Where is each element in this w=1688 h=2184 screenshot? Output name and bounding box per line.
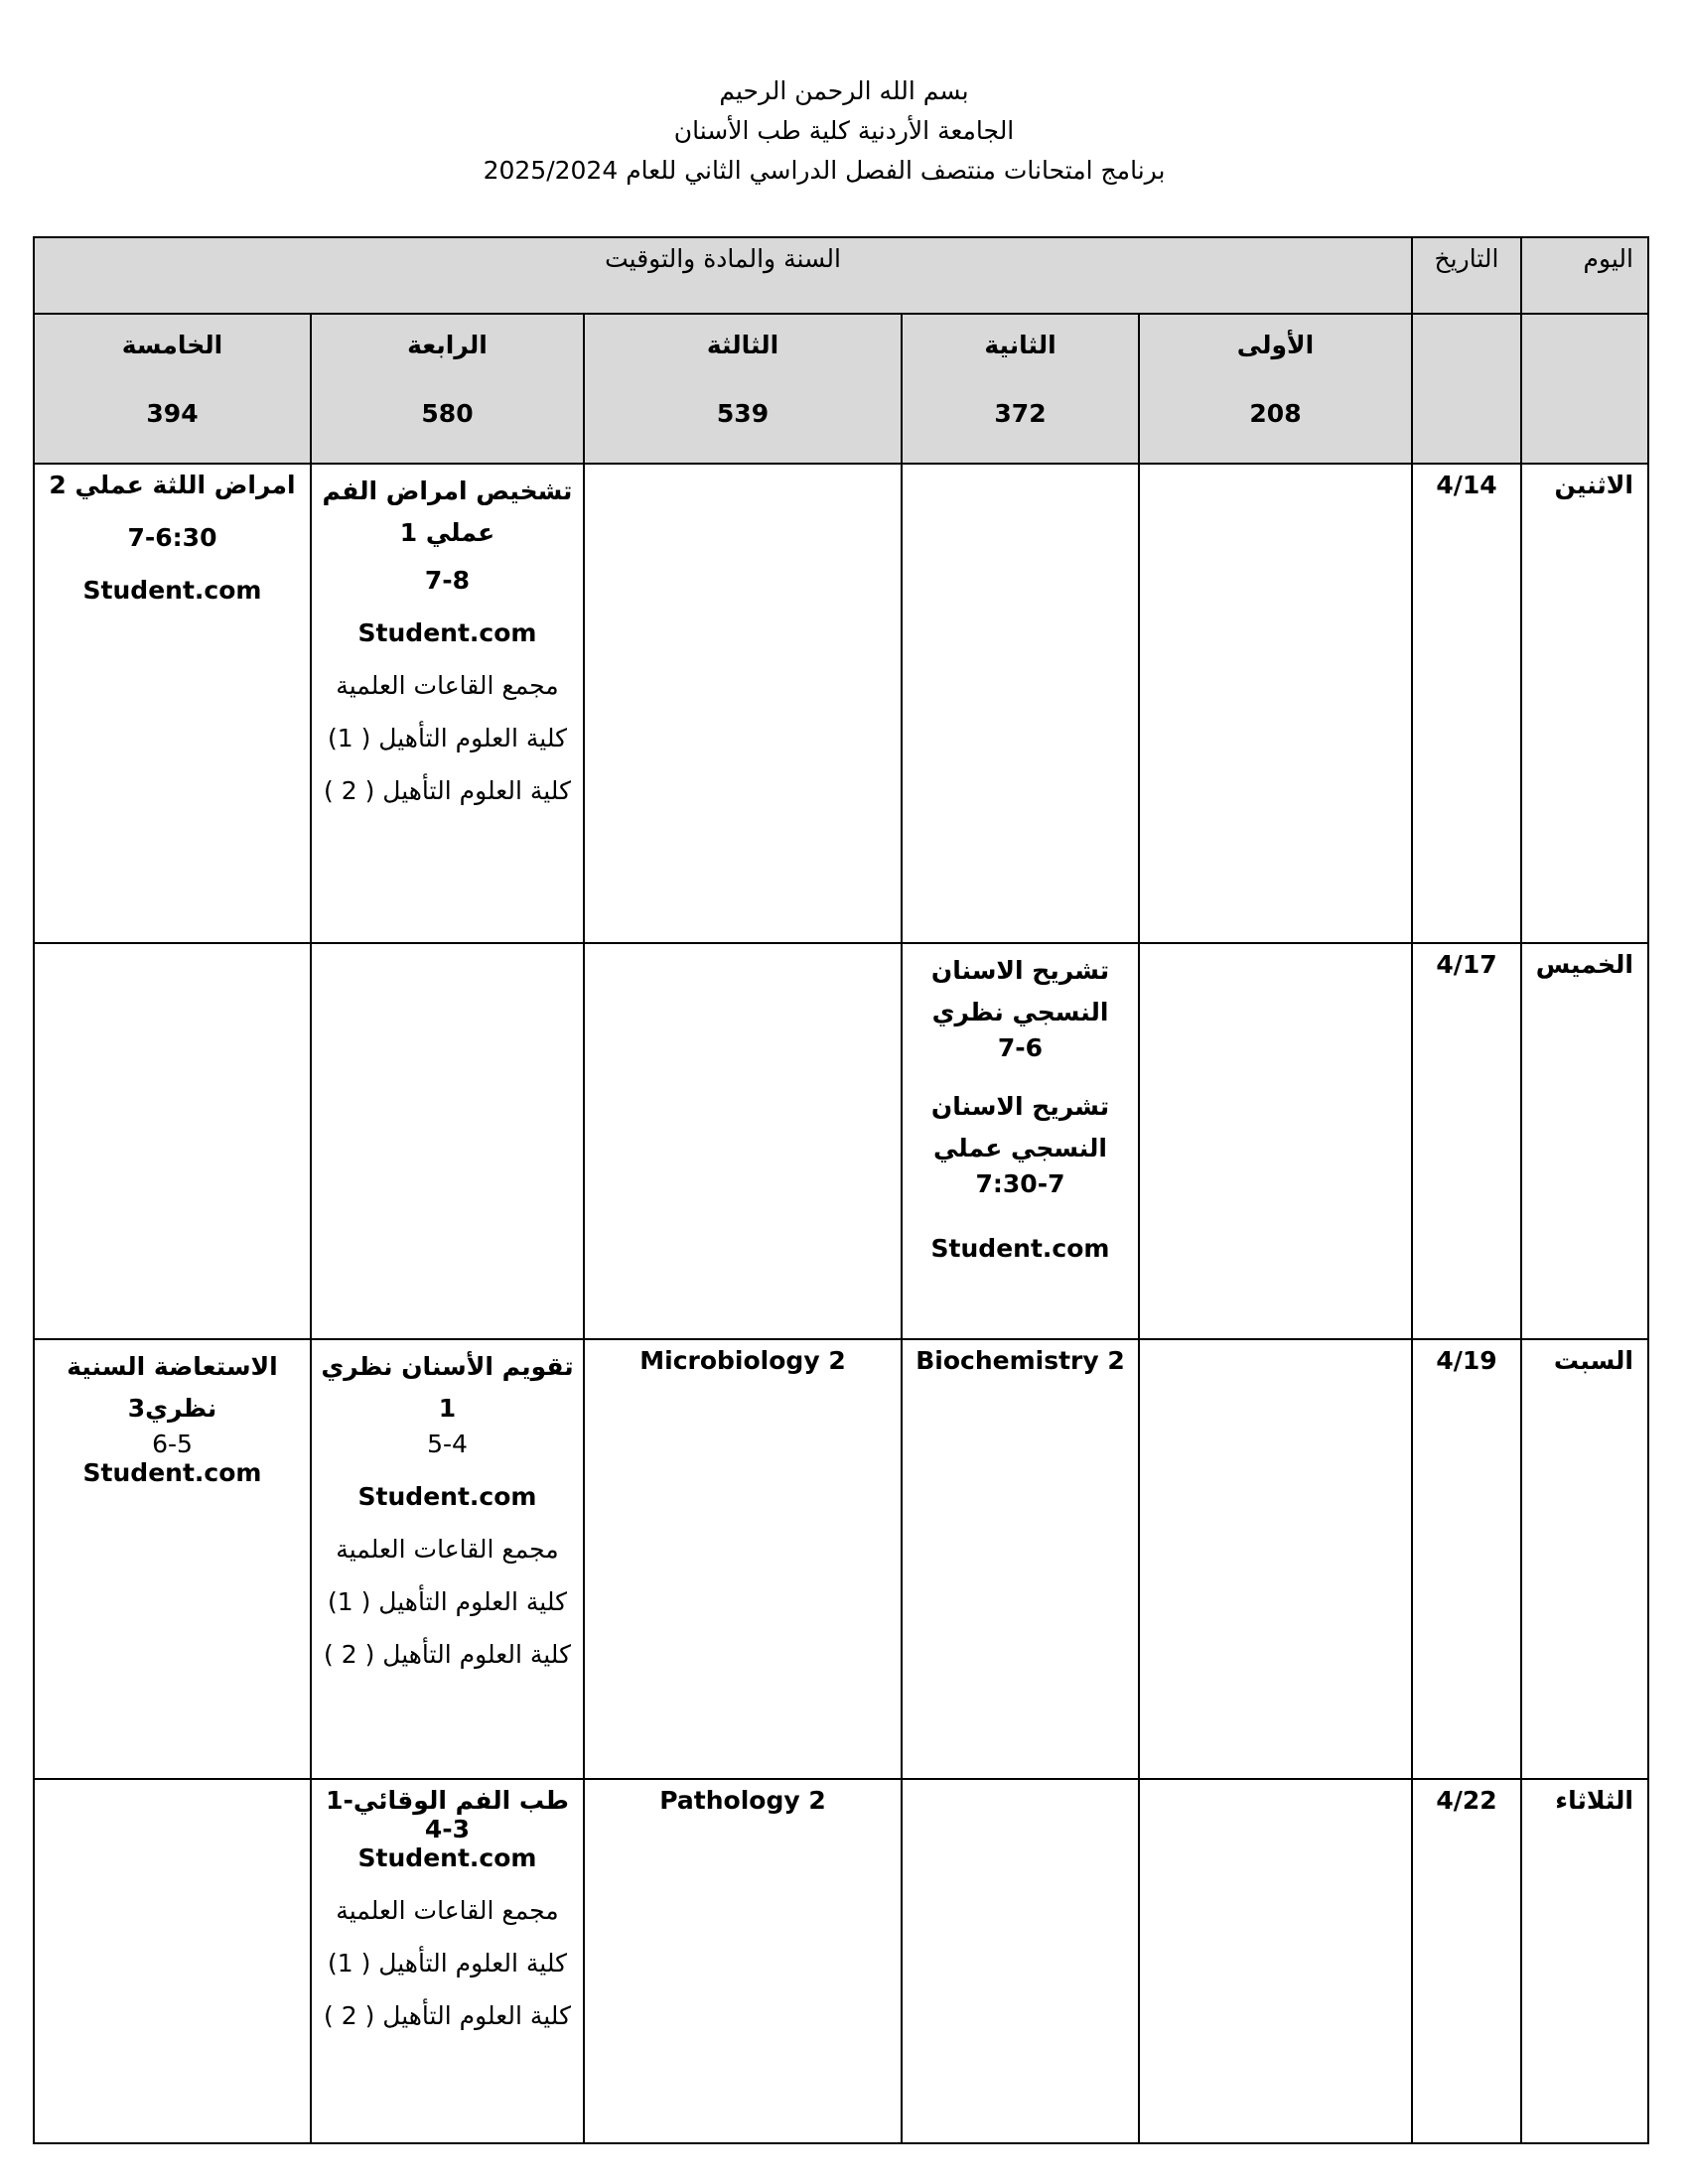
year-2-header: [902, 314, 1139, 464]
exam-location: مجمع القاعات العلمية: [336, 1534, 559, 1564]
exam-title: Biochemistry 2: [915, 1345, 1125, 1375]
col-date-header: التاريخ: [1412, 237, 1521, 314]
exam-platform: Student.com: [357, 1843, 537, 1873]
date-cell: 4/22: [1412, 1779, 1521, 2143]
exam-location: كلية العلوم التأهيل ( 1): [327, 1949, 568, 1979]
exam-time: 7-8: [424, 566, 471, 596]
exam-location: كلية العلوم التأهيل ( 1): [327, 1586, 568, 1616]
year-5-header: [34, 314, 311, 464]
schedule-title: برنامج امتحانات منتصف الفصل الدراسي الثاني للعام 2025/2024: [483, 156, 1166, 185]
exam-cell-year2: [902, 1339, 1139, 1780]
exam-cell-year1: [1139, 1779, 1412, 2143]
exam-time: 4-3: [424, 1815, 471, 1844]
exam-platform: Student.com: [357, 618, 537, 648]
exam-cell-year2: [902, 464, 1139, 943]
exam-cell-year3: [584, 1339, 902, 1780]
exam-title: تشريح الاسنان النسجي عملي: [930, 1092, 1110, 1163]
year-name: الثانية: [984, 331, 1056, 360]
year-name: الخامسة: [121, 331, 223, 360]
exam-cell-year3: [584, 464, 902, 943]
exam-title: Pathology 2: [659, 1786, 826, 1816]
year-name: الثالثة: [706, 331, 779, 360]
year-3-header: [584, 314, 902, 464]
date-cell: 4/19: [1412, 1339, 1521, 1780]
exam-time: 5-4: [427, 1429, 468, 1458]
year-count: 539: [716, 399, 770, 429]
day-cell: السبت: [1521, 1339, 1648, 1780]
table-row: [34, 1339, 1648, 1780]
exam-location: كلية العلوم التأهيل ( 2 ): [324, 776, 571, 806]
document-header: [0, 71, 1688, 191]
exam-location: مجمع القاعات العلمية: [336, 671, 559, 701]
year-1-header: [1139, 314, 1412, 464]
table-row: [34, 1779, 1648, 2143]
year-count: 208: [1249, 399, 1302, 429]
year-count: 394: [146, 399, 199, 429]
year-count: 580: [421, 399, 474, 429]
table-row: [34, 943, 1648, 1339]
exam-cell-year4: [311, 1339, 584, 1780]
exam-title: الاستعاضة السنية نظري3: [67, 1351, 278, 1423]
exam-location: كلية العلوم التأهيل ( 2 ): [324, 2001, 571, 2031]
exam-time: 6-5: [152, 1429, 193, 1458]
exam-time: 7-6: [997, 1033, 1044, 1063]
header-row-years: [34, 314, 1648, 464]
exam-title: Microbiology 2: [639, 1345, 846, 1375]
date-cell: 4/17: [1412, 943, 1521, 1339]
exam-cell-year5: [34, 1779, 311, 2143]
day-cell: الاثنين: [1521, 464, 1648, 943]
exam-title: امراض اللثة عملي 2: [49, 471, 296, 500]
year-name: الرابعة: [407, 331, 488, 360]
day-cell: الثلاثاء: [1521, 1779, 1648, 2143]
exam-cell-year2: [902, 1779, 1139, 2143]
exam-cell-year1: [1139, 1339, 1412, 1780]
date-cell: 4/14: [1412, 464, 1521, 943]
empty-header-cell: [1521, 314, 1648, 464]
exam-cell-year4: [311, 943, 584, 1339]
exam-schedule-table: [33, 236, 1649, 2144]
exam-title: تشخيص امراض الفم عملي 1: [322, 477, 573, 548]
table-row: [34, 464, 1648, 943]
exam-title: تشريح الاسنان النسجي نظري: [930, 956, 1110, 1027]
empty-header-cell: [1412, 314, 1521, 464]
exam-cell-year1: [1139, 464, 1412, 943]
day-cell: الخميس: [1521, 943, 1648, 1339]
col-day-header: اليوم: [1521, 237, 1648, 314]
basmala: بسم الله الرحمن الرحيم: [719, 76, 969, 105]
exam-location: كلية العلوم التأهيل ( 2 ): [324, 1639, 571, 1669]
exam-cell-year3: [584, 1779, 902, 2143]
exam-time: 7-6:30: [127, 523, 217, 553]
exam-cell-year5: [34, 943, 311, 1339]
exam-cell-year4: [311, 464, 584, 943]
exam-location: كلية العلوم التأهيل ( 1): [327, 724, 568, 753]
exam-cell-year5: [34, 1339, 311, 1780]
exam-cell-year5: [34, 464, 311, 943]
exam-title: تقويم الأسنان نظري 1: [321, 1351, 574, 1423]
exam-platform: Student.com: [930, 1234, 1110, 1264]
exam-location: مجمع القاعات العلمية: [336, 1896, 559, 1926]
year-count: 372: [994, 399, 1047, 429]
exam-cell-year1: [1139, 943, 1412, 1339]
university-faculty: الجامعة الأردنية كلية طب الأسنان: [673, 116, 1015, 145]
exam-time: 7:30-7: [975, 1169, 1065, 1199]
exam-cell-year3: [584, 943, 902, 1339]
header-row-top: [34, 237, 1648, 314]
exam-cell-year4: [311, 1779, 584, 2143]
exam-cell-year2: [902, 943, 1139, 1339]
year-4-header: [311, 314, 584, 464]
exam-platform: Student.com: [357, 1481, 537, 1511]
year-name: الأولى: [1236, 331, 1315, 360]
col-group-header: السنة والمادة والتوقيت: [34, 237, 1412, 314]
exam-platform: Student.com: [82, 576, 262, 606]
exam-title: طب الفم الوقائي-1: [326, 1786, 569, 1816]
exam-platform: Student.com: [82, 1457, 262, 1487]
